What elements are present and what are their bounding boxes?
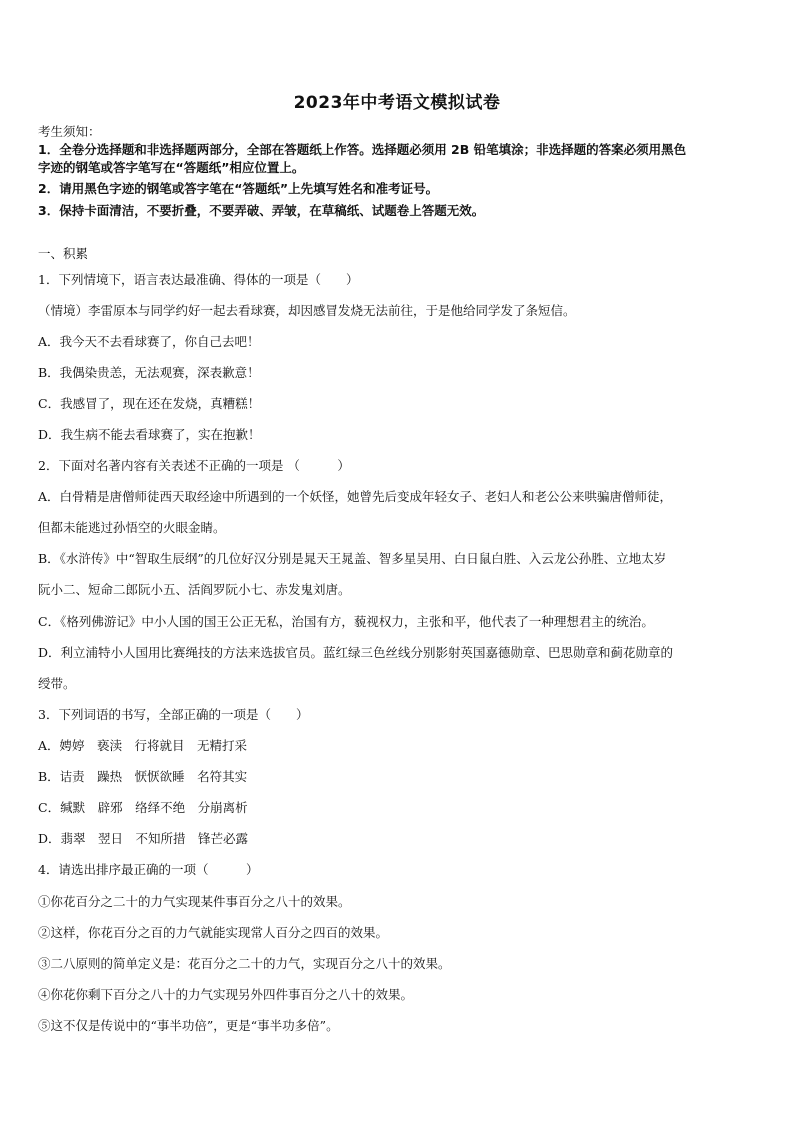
q3-option-a: A．娉婷 亵渎 行将就目 无精打采 xyxy=(38,738,248,753)
notice-item-2: 2．请用黑色字迹的钢笔或答字笔在“答题纸”上先填写姓名和准考证号。 xyxy=(38,181,439,196)
q1-stem: 1．下列情境下，语言表达最准确、得体的一项是（ ） xyxy=(38,272,359,287)
q2-option-d-line-1: D．利立浦特小人国用比赛绳技的方法来选拔官员。蓝红绿三色丝线分别影射英国嘉德勋章、巴思勋章和蓟花勋章的 xyxy=(38,645,674,660)
section-heading: 一、积累 xyxy=(38,246,89,261)
notice-item-3: 3．保持卡面清洁，不要折叠，不要弄破、弄皱，在草稿纸、试题卷上答题无效。 xyxy=(38,203,485,218)
q3-option-d: D．翡翠 翌日 不知所措 锋芒必露 xyxy=(38,831,249,846)
q3-option-b: B．诘责 躁热 恹恹欲睡 名符其实 xyxy=(38,769,248,784)
q2-option-b-line-2: 阮小二、短命二郎阮小五、活阎罗阮小七、赤发鬼刘唐。 xyxy=(38,582,351,597)
q2-option-c: C．《格列佛游记》中小人国的国王公正无私，治国有方，藐视权力，主张和平，他代表了一种理想君主的统治。 xyxy=(38,614,654,629)
q2-option-a-line-2: 但都未能逃过孙悟空的火眼金睛。 xyxy=(38,520,226,535)
q1-option-b: B．我偶染贵恙，无法观赛，深表歉意！ xyxy=(38,365,260,380)
q2-option-a-line-1: A．白骨精是唐僧师徒西天取经途中所遇到的一个妖怪，她曾先后变成年轻女子、老妇人和老公公来哄骗唐僧师徒， xyxy=(38,489,673,504)
q1-option-a: A．我今天不去看球赛了，你自己去吧！ xyxy=(38,334,260,349)
q1-context: （情境）李雷原本与同学约好一起去看球赛，却因感冒发烧无法前往，于是他给同学发了条短信。 xyxy=(38,303,576,318)
q1-option-c: C．我感冒了，现在还在发烧，真糟糕！ xyxy=(38,396,261,411)
notice-item-1-line-2: 字迹的钢笔或答字笔写在“答题纸”相应位置上。 xyxy=(38,160,305,175)
notice-heading: 考生须知： xyxy=(38,124,101,139)
q4-sentence-5: ⑤这不仅是传说中的“事半功倍”，更是“事半功多倍”。 xyxy=(38,1018,339,1033)
q3-stem: 3．下列词语的书写，全部正确的一项是（ ） xyxy=(38,707,309,722)
q4-stem: 4．请选出排序最正确的一项（ ） xyxy=(38,862,259,877)
q4-sentence-4: ④你花你剩下百分之八十的力气实现另外四件事百分之八十的效果。 xyxy=(38,987,414,1002)
q3-option-c: C．缄默 辟邪 络绎不绝 分崩离析 xyxy=(38,800,248,815)
q4-sentence-1: ①你花百分之二十的力气实现某件事百分之八十的效果。 xyxy=(38,894,351,909)
q2-option-b-line-1: B．《水浒传》中“智取生辰纲”的几位好汉分别是晁天王晁盖、智多星吴用、白日鼠白胜、入云龙公孙胜、立地太岁 xyxy=(38,551,667,566)
q2-stem: 2．下面对名著内容有关表述不正确的一项是 （ ） xyxy=(38,458,350,473)
notice-item-1-line-1: 1．全卷分选择题和非选择题两部分，全部在答题纸上作答。选择题必须用 2B 铅笔填涂；非选择题的答案必须用黑色 xyxy=(38,142,687,157)
q4-sentence-2: ②这样，你花百分之百的力气就能实现常人百分之四百的效果。 xyxy=(38,925,389,940)
q1-option-d: D．我生病不能去看球赛了，实在抱歉！ xyxy=(38,427,261,442)
q4-sentence-3: ③二八原则的简单定义是：花百分之二十的力气，实现百分之八十的效果。 xyxy=(38,956,451,971)
q2-option-d-line-2: 绶带。 xyxy=(38,676,76,691)
page-title: 2023年中考语文模拟试卷 xyxy=(293,93,501,113)
